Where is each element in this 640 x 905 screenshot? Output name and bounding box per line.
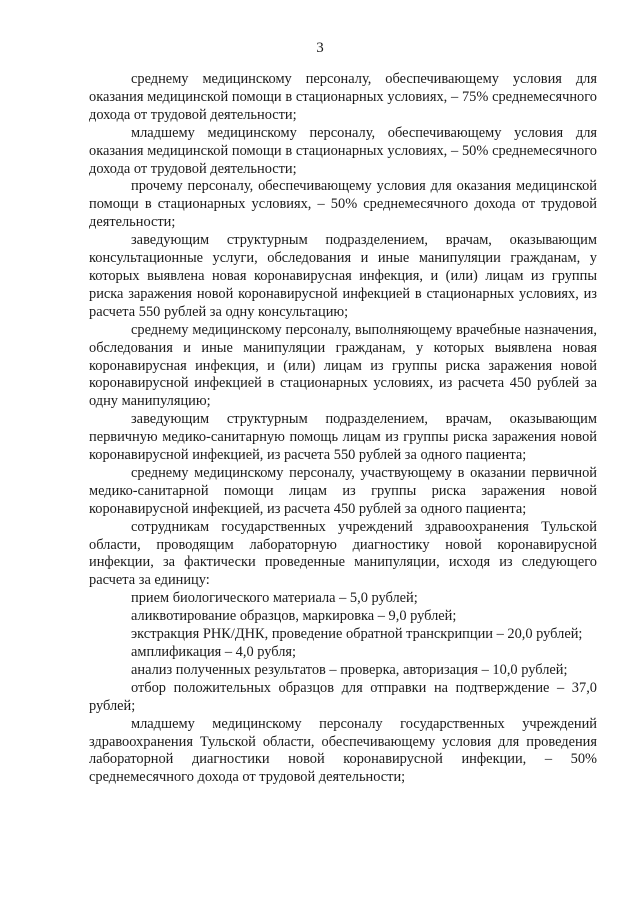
page-number: 3 xyxy=(316,40,324,56)
list-item: отбор положительных образцов для отправки на подтверждение – 37,0 рублей; xyxy=(89,679,597,714)
paragraph: младшему медицинскому персоналу, обеспечивающему условия для оказания медицинской помощи в стационарных условиях, – 50% среднемесячного дохода от трудовой деятельности; xyxy=(89,124,597,177)
paragraph: сотрудникам государственных учреждений здравоохранения Тульской области, проводящим лабораторную диагностику новой коронавирусной инфекции, за фактически проведенные манипуляции, исходя из следующего расчета за единицу: xyxy=(89,518,597,589)
paragraph: заведующим структурным подразделением, врачам, оказывающим первичную медико-санитарную помощь лицам из группы риска заражения новой коронавирусной инфекцией, из расчета 550 рублей за одного пациента; xyxy=(89,411,597,464)
list-item: прием биологического материала – 5,0 рублей; xyxy=(131,590,418,607)
list-item: амплификация – 4,0 рубля; xyxy=(131,644,297,660)
paragraph: заведующим структурным подразделением, врачам, оказывающим консультационные услуги, обследования и иные манипуляции гражданам, у которых выявлена новая коронавирусная инфекция, и (или) лицам из группы риска заражения новой коронавирусной инфекцией в стационарных условиях, из расчета 550 рублей за одну консультацию; xyxy=(89,232,597,320)
list-item: анализ полученных результатов – проверка, авторизация – 10,0 рублей; xyxy=(131,661,568,678)
list-item: экстракция РНК/ДНК, проведение обратной транскрипции – 20,0 рублей; xyxy=(131,626,583,643)
paragraph: среднему медицинскому персоналу, обеспечивающему условия для оказания медицинской помощи в стационарных условиях, – 75% среднемесячного дохода от трудовой деятельности; xyxy=(89,71,597,123)
paragraph: прочему персоналу, обеспечивающему условия для оказания медицинской помощи в стационарных условиях, – 50% среднемесячного дохода от трудовой деятельности; xyxy=(89,178,597,231)
document-body xyxy=(89,71,597,787)
list-item: аликвотирование образцов, маркировка – 9,0 рублей; xyxy=(131,608,457,625)
paragraph: младшему медицинскому персоналу государственных учреждений здравоохранения Тульской области, обеспечивающему условия для проведения лабораторной диагностики новой коронавирусной инфекции, – 50% среднемесячного дохода от трудовой деятельности; xyxy=(89,715,597,786)
paragraph: среднему медицинскому персоналу, участвующему в оказании первичной медико-санитарной помощи лицам из группы риска заражения новой коронавирусной инфекцией, из расчета 450 рублей за одного пациента; xyxy=(89,464,597,517)
paragraph: среднему медицинскому персоналу, выполняющему врачебные назначения, обследования и иные манипуляции гражданам, у которых выявлена новая коронавирусная инфекция, и (или) лицам из группы риска заражения новой коронавирусной инфекцией в стационарных условиях, из расчета 450 рублей за одну манипуляцию; xyxy=(89,321,597,410)
